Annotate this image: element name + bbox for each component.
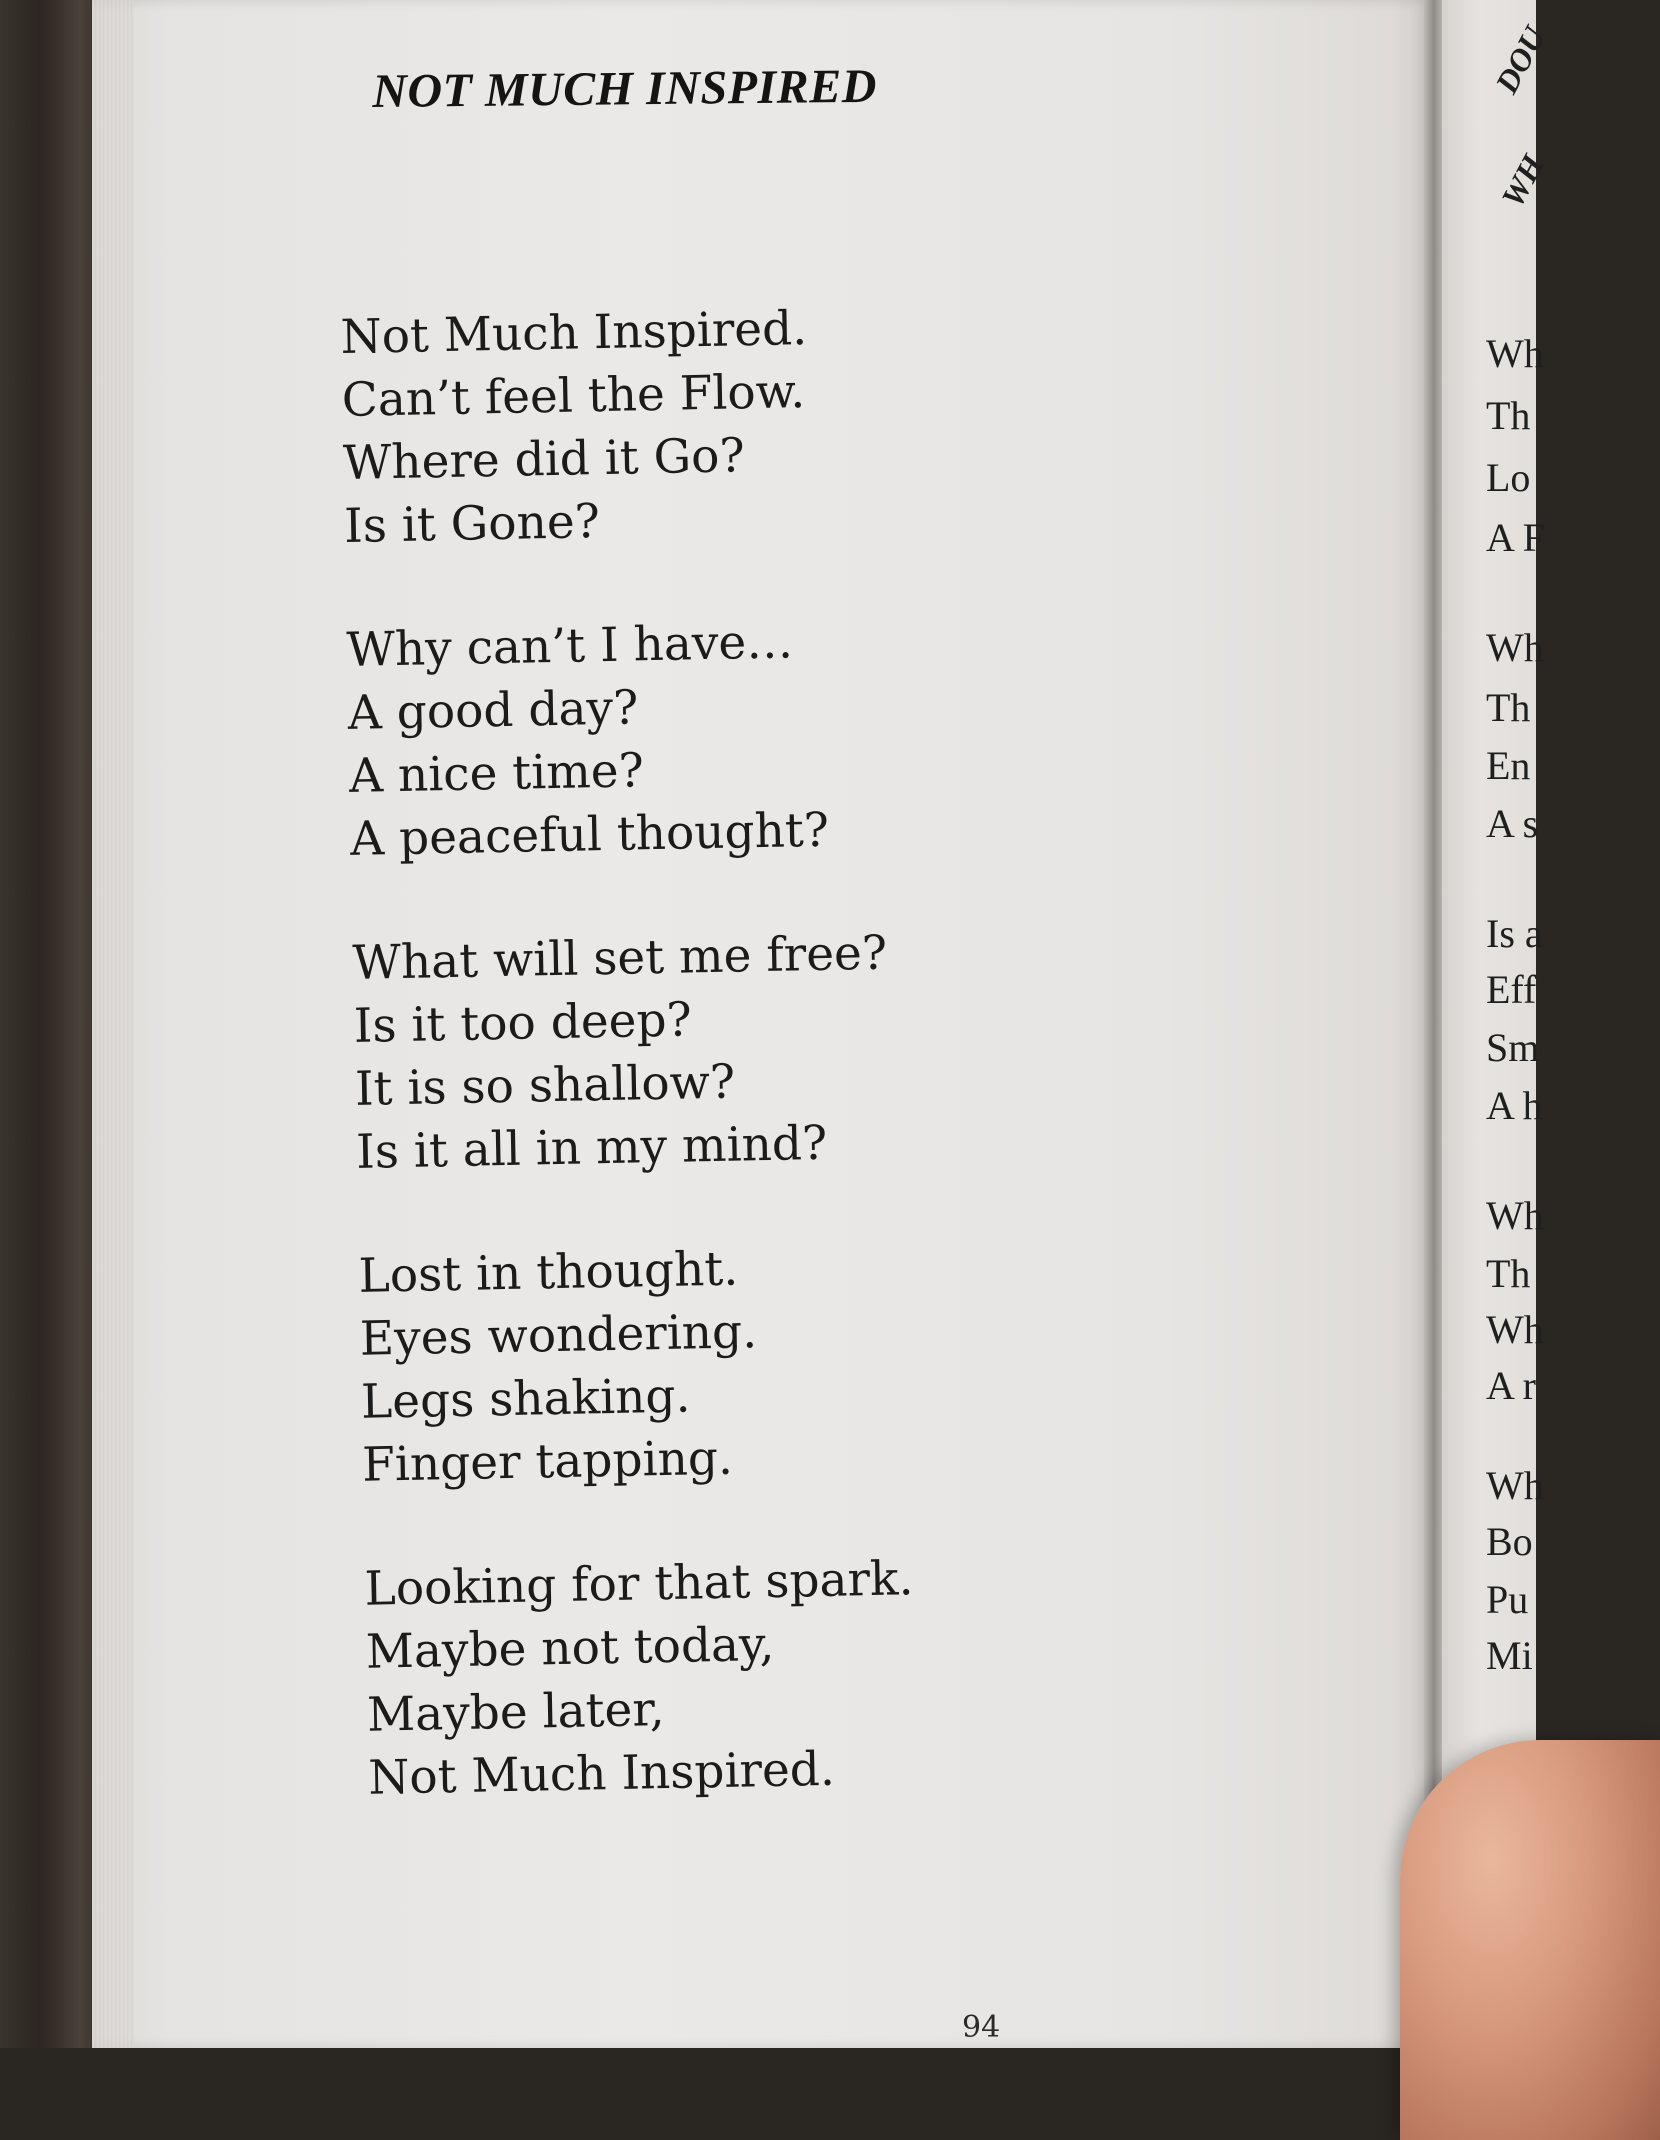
right-page-line: Eff: [1486, 967, 1537, 1012]
poem-line: Legs shaking.: [360, 1368, 691, 1430]
poem-line: Is it all in my mind?: [355, 1115, 828, 1180]
right-page-line: Th: [1486, 1251, 1531, 1296]
poem-line: A nice time?: [348, 743, 645, 804]
right-page-line: A F: [1486, 515, 1545, 560]
poem-line: A peaceful thought?: [349, 802, 830, 867]
right-page-line: Sm: [1486, 1025, 1540, 1070]
right-page-line: Mi: [1486, 1633, 1533, 1678]
right-page-line: Is a: [1486, 911, 1543, 956]
poem-line: Not Much Inspired.: [367, 1741, 836, 1806]
poem-line: What will set me free?: [352, 925, 888, 991]
poem-line: It is so shallow?: [354, 1054, 736, 1117]
poem-line: Is it Gone?: [343, 494, 601, 554]
poem-body: [340, 293, 1070, 1871]
right-page-line: Th: [1486, 393, 1531, 438]
right-page-line: Wh: [1486, 1463, 1544, 1508]
right-page-line: A r: [1486, 1363, 1536, 1408]
poem-line: Finger tapping.: [361, 1430, 734, 1493]
poem-line: Can’t feel the Flow.: [341, 364, 806, 428]
right-page-line: A h: [1486, 1083, 1543, 1128]
page-stack-edge: [92, 0, 134, 2048]
right-page-line: Wh: [1486, 1193, 1544, 1238]
stanza-1: [340, 293, 1045, 558]
poem-line: Not Much Inspired.: [340, 301, 808, 365]
stanza-4: [358, 1231, 1063, 1496]
right-page-heading: DOU: [1488, 20, 1553, 99]
poem-line: Looking for that spark.: [364, 1551, 914, 1617]
right-page-line: A s: [1486, 801, 1539, 846]
stanza-2: [346, 606, 1051, 871]
poem-line: Maybe not today,: [365, 1616, 775, 1680]
page-number: 94: [962, 2010, 1001, 2045]
right-page-line: Pu: [1486, 1577, 1529, 1622]
right-page-line: Bo: [1486, 1519, 1533, 1564]
right-page-line: Wh: [1486, 625, 1544, 670]
poem-line: Maybe later,: [366, 1682, 666, 1743]
right-page-line: Wh: [1486, 1307, 1544, 1352]
right-page-line: Th: [1486, 685, 1531, 730]
poem-title: NOT MUCH INSPIRED: [372, 59, 878, 118]
right-page-subheading: WH: [1494, 148, 1551, 213]
holding-thumb: [1400, 1740, 1660, 2140]
poem-line: Eyes wondering.: [359, 1304, 758, 1367]
poem-line: Lost in thought.: [358, 1241, 739, 1304]
poem-line: Where did it Go?: [342, 428, 746, 491]
right-page-line: Lo: [1486, 455, 1531, 500]
right-page-line: En: [1486, 743, 1531, 788]
stanza-5: [364, 1544, 1069, 1809]
right-page-line: Wh: [1486, 331, 1544, 376]
poem-line: Is it too deep?: [353, 992, 693, 1054]
poem-line: Why can’t I have…: [346, 614, 794, 678]
stanza-3: [352, 918, 1057, 1183]
poem-line: A good day?: [347, 680, 639, 741]
